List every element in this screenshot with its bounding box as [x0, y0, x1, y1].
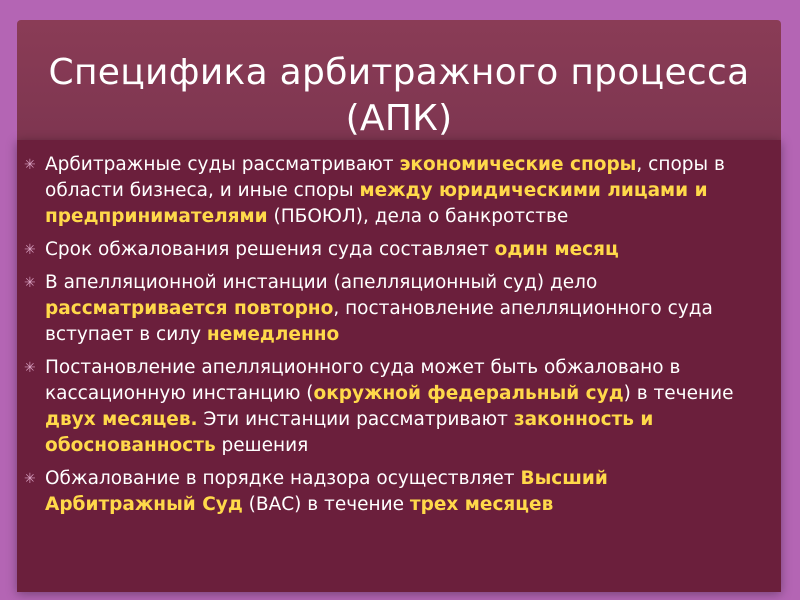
bullet-text-segment: (ВАС) в течение: [242, 494, 410, 515]
asterisk-bullet-icon: ✳: [24, 360, 36, 376]
bullet-text-segment: Эти инстанции рассматривают: [197, 409, 514, 430]
bullet-text-segment: В апелляционной инстанции (апелляционный суд) дело: [45, 272, 598, 293]
highlighted-text: немедленно: [206, 324, 340, 345]
highlighted-text: Высший Арбитражный Суд: [45, 468, 608, 515]
bullet-item: [20, 152, 765, 230]
highlighted-text: экономические споры: [399, 154, 637, 175]
highlighted-text: рассматривается повторно: [45, 298, 334, 319]
bullet-text: [45, 468, 608, 515]
highlighted-text: двух месяцев.: [45, 409, 198, 430]
bullet-text-segment: Постановление апелляционного суда может быть обжаловано в кассационную инстанцию (: [45, 357, 681, 404]
bullet-text: [45, 357, 734, 456]
bullet-list: [20, 152, 765, 525]
bullet-text-segment: (ПБОЮЛ), дела о банкротстве: [267, 206, 569, 227]
highlighted-text: окружной федеральный суд: [313, 383, 624, 404]
highlighted-text: законность и обоснованность: [45, 409, 654, 456]
bullet-text-segment: , постановление апелляционного суда вступает в силу: [45, 298, 713, 345]
bullet-text-segment: Обжалование в порядке надзора осуществляет: [45, 468, 521, 489]
asterisk-bullet-icon: ✳: [24, 471, 36, 487]
bullet-item: [20, 355, 765, 459]
bullet-item: [20, 270, 765, 348]
bullet-item: [20, 466, 765, 518]
bullet-text-segment: Срок обжалования решения суда составляет: [45, 239, 495, 260]
asterisk-bullet-icon: ✳: [24, 275, 36, 291]
bullet-text-segment: Арбитражные суды рассматривают: [45, 154, 400, 175]
title-band: [17, 20, 781, 150]
bullet-text: [45, 154, 725, 227]
asterisk-bullet-icon: ✳: [24, 242, 36, 258]
bullet-item: [20, 237, 765, 263]
bullet-text: [45, 272, 713, 345]
highlighted-text: между юридическими лицами и предпринимателями: [45, 180, 708, 227]
bullet-text: [45, 239, 619, 260]
asterisk-bullet-icon: ✳: [24, 157, 36, 173]
bullet-text-segment: решения: [215, 435, 309, 456]
slide-title: Специфика арбитражного процесса (АПК): [48, 52, 750, 139]
bullet-text-segment: ) в течение: [623, 383, 734, 404]
bullet-text-segment: , споры в области бизнеса, и иные споры: [45, 154, 725, 201]
highlighted-text: трех месяцев: [409, 494, 554, 515]
highlighted-text: один месяц: [494, 239, 619, 260]
